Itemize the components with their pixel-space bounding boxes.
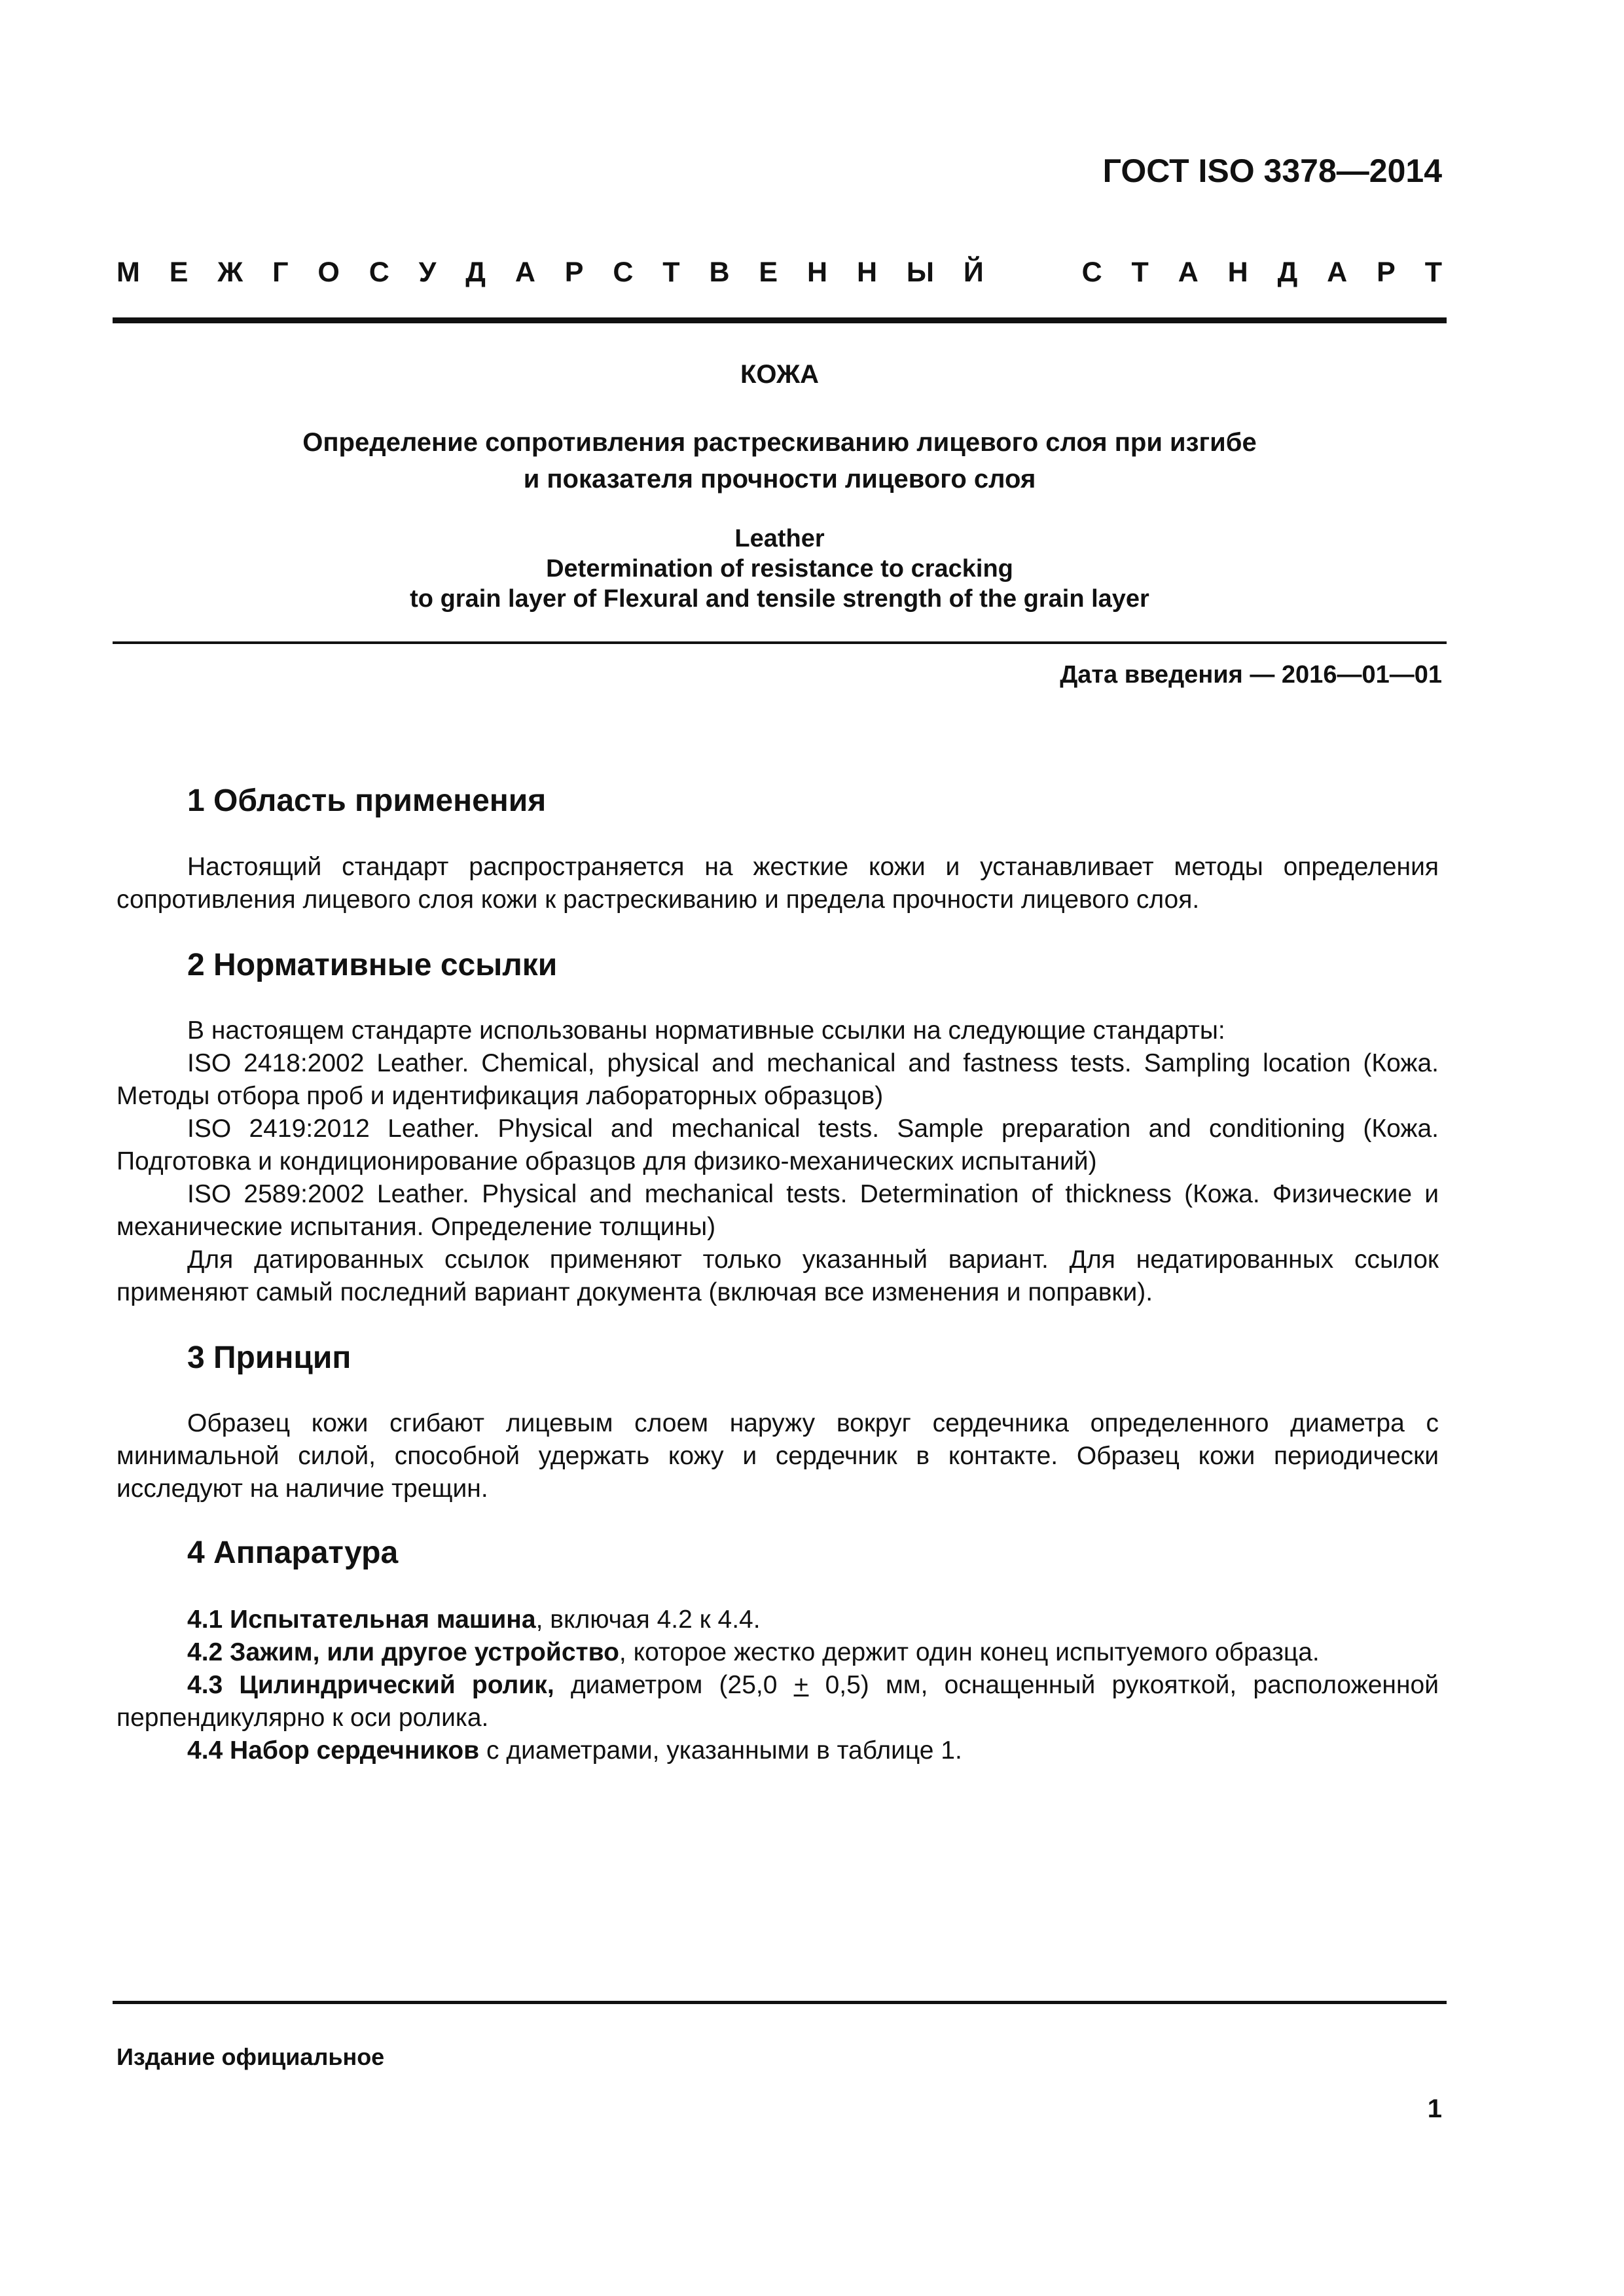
item-term: 4.3 Цилиндрический ролик, <box>187 1671 554 1699</box>
section-2-body <box>117 1014 1439 1309</box>
doc-kind-letter: Н <box>856 257 878 288</box>
doc-kind-letter: Т <box>1424 257 1442 288</box>
paragraph: В настоящем стандарте использованы нормативные ссылки на следующие стандарты: <box>187 1016 1225 1045</box>
doc-kind-letter: С <box>613 257 634 288</box>
section-1-body <box>117 851 1439 916</box>
doc-kind-letter: Й <box>963 257 984 288</box>
doc-kind-letter: Н <box>1227 257 1248 288</box>
section-1-heading <box>117 783 1439 819</box>
section-heading: 2 Нормативные ссылки <box>187 948 558 982</box>
paragraph: Образец кожи сгибают лицевым слоем наружу вокруг сердечника определенного диаметра с минимальной силой, способной удержать кожу и сердечник в контакте. Образец кожи периодически исследуют на наличие трещин. <box>117 1409 1439 1503</box>
reference-item: ISO 2418:2002 Leather. Chemical, physical and mechanical and fastness tests. Sampling location (Кожа. Методы отбора проб и идентификация лабораторных образцов) <box>117 1049 1439 1110</box>
title-en <box>113 524 1447 614</box>
title-divider <box>113 641 1447 644</box>
doc-kind-letter: Е <box>169 257 189 288</box>
item-term: 4.2 Зажим, или другое устройство <box>187 1638 619 1666</box>
item-term: 4.4 Набор сердечников <box>187 1736 480 1765</box>
doc-kind-letter: А <box>1178 257 1199 288</box>
doc-kind-letter: А <box>1327 257 1348 288</box>
paragraph: Настоящий стандарт распространяется на жесткие кожи и устанавливает методы определения сопротивления лицевого слоя кожи к растрескиванию и предела прочности лицевого слоя. <box>117 853 1439 914</box>
section-2-heading <box>117 947 1439 983</box>
doc-kind-gap <box>1013 257 1053 289</box>
title-ru: КОЖА <box>740 360 820 389</box>
apparatus-item <box>117 1669 1439 1734</box>
header-divider <box>113 317 1447 323</box>
doc-kind-letter: С <box>369 257 389 288</box>
document-kind <box>117 257 1442 289</box>
item-text: , которое жестко держит один конец испытуемого образца. <box>619 1638 1320 1666</box>
footer-divider <box>113 2001 1447 2004</box>
doc-kind-letter: Р <box>1377 257 1396 288</box>
reference-item: ISO 2589:2002 Leather. Physical and mechanical tests. Determination of thickness (Кожа. Физические и механические испытания. Определение толщины) <box>117 1180 1439 1241</box>
subtitle-ru-line: и показателя прочности лицевого слоя <box>523 465 1036 493</box>
item-text: диаметром (25,0 <box>554 1671 794 1699</box>
plus-minus-sign: + <box>793 1671 809 1699</box>
title-en-line: Determination of resistance to cracking <box>546 555 1013 583</box>
doc-kind-letter: М <box>117 257 140 288</box>
doc-kind-letter: Д <box>465 257 486 288</box>
subtitle-ru-line: Определение сопротивления растрескиванию лицевого слоя при изгибе <box>302 428 1257 457</box>
doc-kind-letter: В <box>709 257 730 288</box>
page-number: 1 <box>1427 2094 1442 2123</box>
doc-kind-letter: О <box>317 257 340 288</box>
reference-item: ISO 2419:2012 Leather. Physical and mechanical tests. Sample preparation and conditioning (Кожа. Подготовка и кондиционирование образцов для физико-механических испытаний) <box>117 1115 1439 1175</box>
doc-kind-letter: С <box>1081 257 1102 288</box>
doc-kind-letter: Г <box>272 257 289 288</box>
item-text: 0,5) мм, оснащенный рукояткой, расположенной перпендикулярно к оси ролика. <box>117 1671 1439 1732</box>
doc-kind-letter: Е <box>759 257 778 288</box>
doc-kind-letter: А <box>514 257 535 288</box>
item-term: 4.1 Испытательная машина <box>187 1605 536 1634</box>
section-heading: 1 Область применения <box>187 783 547 818</box>
item-text: , включая 4.2 к 4.4. <box>535 1605 761 1634</box>
title-en-line: to grain layer of Flexural and tensile strength of the grain layer <box>410 585 1149 613</box>
item-text: с диаметрами, указанными в таблице 1. <box>479 1736 962 1765</box>
section-3-body <box>117 1407 1439 1505</box>
edition-label: Издание официальное <box>117 2043 385 2070</box>
intro-date: Дата введения — 2016—01—01 <box>1060 661 1442 689</box>
apparatus-item <box>117 1636 1439 1669</box>
doc-kind-letter: Ы <box>906 257 935 288</box>
section-heading: 3 Принцип <box>187 1340 352 1375</box>
section-4-body <box>117 1604 1439 1767</box>
doc-kind-letter: Д <box>1277 257 1298 288</box>
doc-kind-letter: Н <box>807 257 828 288</box>
doc-kind-letter: Р <box>564 257 584 288</box>
paragraph: Для датированных ссылок применяют только указанный вариант. Для недатированных ссылок применяют самый последний вариант документа (включая все изменения и поправки). <box>117 1246 1439 1306</box>
apparatus-item <box>117 1604 1439 1636</box>
section-heading: 4 Аппаратура <box>187 1535 399 1570</box>
section-3-heading <box>117 1340 1439 1376</box>
doc-kind-letter: У <box>418 257 437 288</box>
doc-kind-letter: Ж <box>217 257 244 288</box>
document-number: ГОСТ ISO 3378—2014 <box>1102 152 1442 189</box>
apparatus-item <box>117 1734 1439 1767</box>
doc-kind-letter: Т <box>662 257 680 288</box>
subtitle-ru <box>113 424 1447 497</box>
section-4-heading <box>117 1535 1439 1571</box>
title-en-line: Leather <box>734 525 825 552</box>
doc-kind-letter: Т <box>1131 257 1149 288</box>
